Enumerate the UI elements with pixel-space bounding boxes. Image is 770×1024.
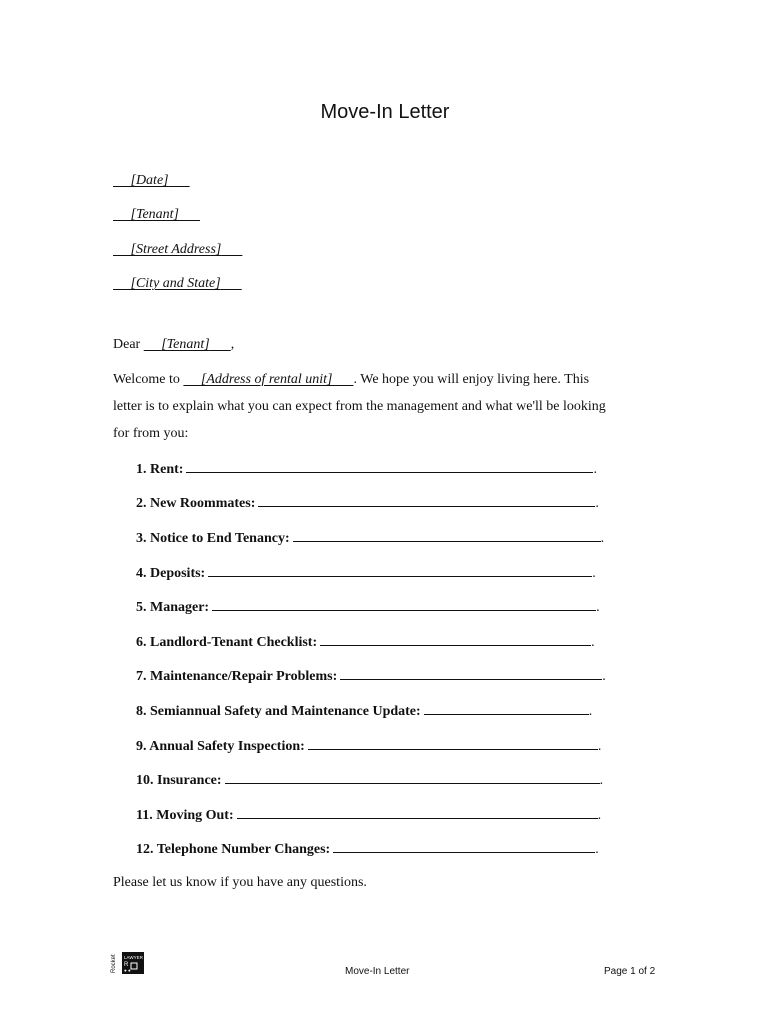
rental-address-placeholder: [Address of rental unit] bbox=[200, 372, 333, 387]
date-placeholder: [Date] bbox=[130, 173, 169, 188]
city-state-field bbox=[113, 276, 242, 292]
welcome-line2: letter is to explain what you can expect from the management and what we'll be looking bbox=[113, 399, 606, 414]
list-item: 6. Landlord-Tenant Checklist: . bbox=[136, 635, 595, 650]
list-item: 2. New Roommates: . bbox=[136, 496, 599, 511]
city-state-placeholder: [City and State] bbox=[130, 276, 221, 291]
street-address-field bbox=[113, 242, 242, 258]
document-title: Move-In Letter bbox=[320, 101, 450, 123]
list-item: 4. Deposits: . bbox=[136, 566, 596, 581]
street-address-placeholder: [Street Address] bbox=[130, 242, 222, 257]
list-item: 9. Annual Safety Inspection: . bbox=[136, 739, 602, 754]
tenant-field bbox=[113, 207, 200, 223]
list-item: 10. Insurance: . bbox=[136, 773, 604, 788]
date-field bbox=[113, 173, 190, 189]
welcome-prefix: Welcome to bbox=[113, 372, 180, 387]
svg-text:LAWYER: LAWYER bbox=[124, 955, 143, 960]
welcome-paragraph bbox=[113, 366, 653, 447]
list-item: 11. Moving Out: . bbox=[136, 808, 602, 823]
list-item: 3. Notice to End Tenancy: . bbox=[136, 531, 605, 546]
salutation bbox=[113, 337, 234, 353]
salutation-suffix: , bbox=[230, 337, 235, 352]
welcome-line1-rest: . We hope you will enjoy living here. This bbox=[353, 372, 590, 387]
svg-text:● ●: ● ● bbox=[124, 968, 131, 973]
page-number: Page 1 of 2 bbox=[604, 966, 656, 977]
list-item: 12. Telephone Number Changes: . bbox=[136, 842, 599, 857]
rocket-lawyer-logo bbox=[113, 951, 145, 975]
welcome-line3: for from you: bbox=[113, 426, 189, 441]
salutation-tenant-placeholder: [Tenant] bbox=[161, 337, 210, 352]
list-item: 5. Manager: . bbox=[136, 600, 600, 615]
svg-text:Rocket: Rocket bbox=[111, 954, 117, 973]
footer-title: Move-In Letter bbox=[345, 966, 410, 977]
list-item: 7. Maintenance/Repair Problems: . bbox=[136, 669, 606, 684]
closing-text: Please let us know if you have any questions. bbox=[113, 875, 367, 890]
list-item: 1. Rent: . bbox=[136, 462, 597, 477]
svg-text:R: R bbox=[124, 962, 129, 968]
list-item: 8. Semiannual Safety and Maintenance Update: . bbox=[136, 704, 593, 719]
tenant-placeholder: [Tenant] bbox=[130, 207, 180, 222]
salutation-prefix: Dear bbox=[113, 337, 141, 352]
